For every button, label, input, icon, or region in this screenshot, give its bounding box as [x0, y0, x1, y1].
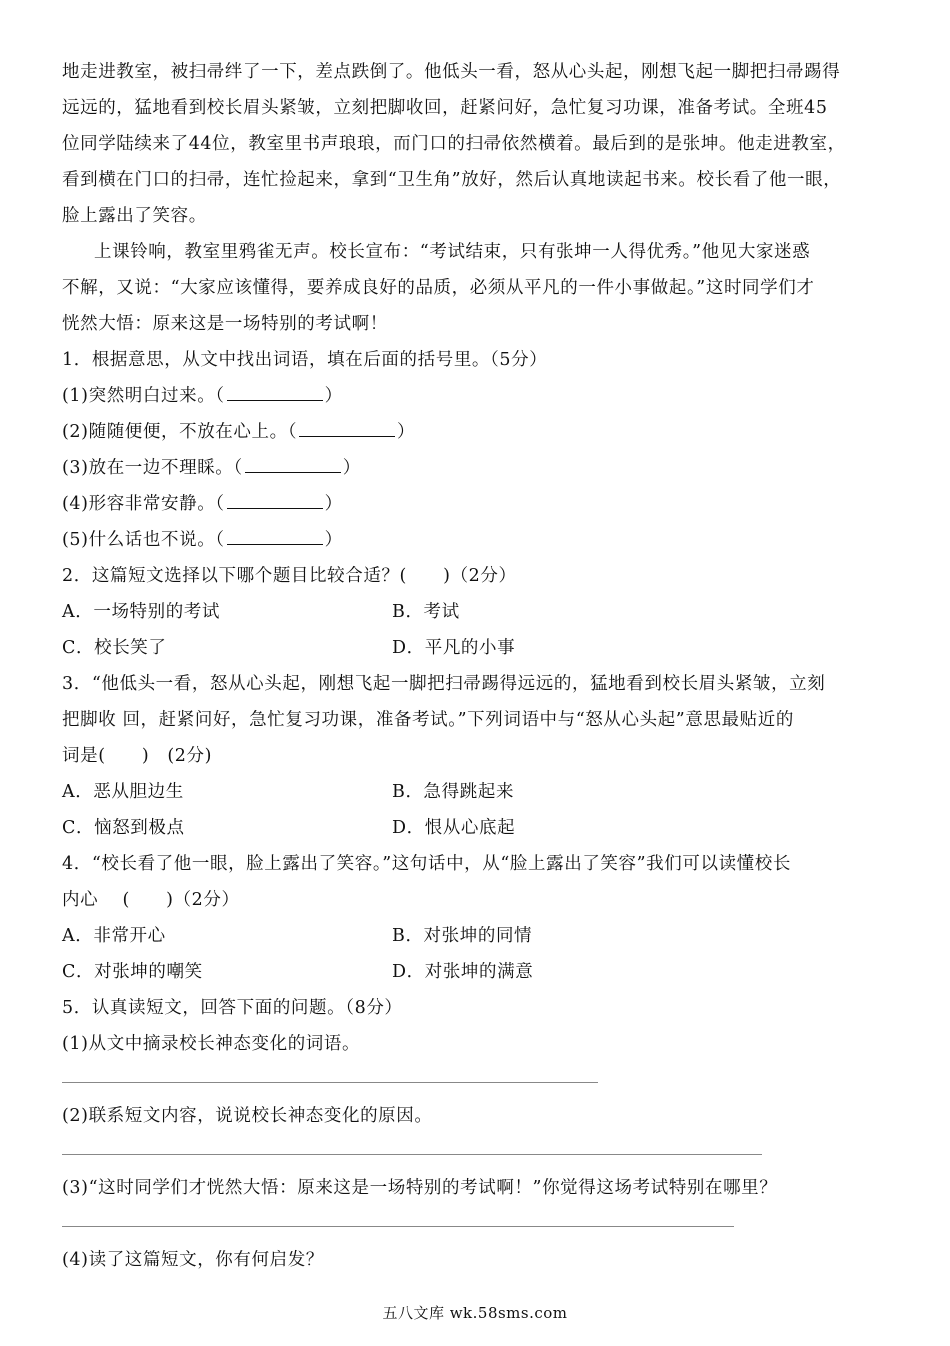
sub-question: (4)读了这篇短文，你有何启发？ [62, 1250, 324, 1270]
option-b[interactable]: B．考试 [392, 602, 460, 622]
fill-item-close: ） [324, 530, 343, 550]
fill-item-text: (3)放在一边不理睬。（ [62, 458, 243, 478]
passage-line: 位同学陆续来了44位，教室里书声琅琅，而门口的扫帚依然横着。最后到的是张坤。他走进教室， [62, 134, 846, 154]
options-row [62, 594, 898, 630]
passage-line: 不解，又说：“大家应该懂得，要养成良好的品质，必须从平凡的一件小事做起。”这时同学们才 [62, 278, 815, 298]
fill-item-text: (1)突然明白过来。（ [62, 386, 225, 406]
answer-blank[interactable] [245, 454, 341, 473]
option-a[interactable]: A．一场特别的考试 [62, 602, 221, 622]
fill-item-close: ） [342, 458, 361, 478]
option-a[interactable]: A．恶从胆边生 [62, 782, 184, 802]
fill-item [62, 450, 898, 486]
option-d[interactable]: D．对张坤的满意 [392, 962, 534, 982]
options-row [62, 630, 898, 666]
passage-line: 看到横在门口的扫帚，连忙捡起来，拿到“卫生角”放好，然后认真地读起书来。校长看了他一眼， [62, 170, 842, 190]
sub-question: (2)联系短文内容，说说校长神态变化的原因。 [62, 1106, 433, 1126]
fill-item-close: ） [397, 422, 416, 442]
question-1 [62, 342, 898, 558]
sub-question: (3)“这时同学们才恍然大悟：原来这是一场特别的考试啊！”你觉得这场考试特别在哪里？ [62, 1178, 778, 1198]
fill-item [62, 414, 898, 450]
question-title: 5．认真读短文，回答下面的问题。（8分） [62, 998, 403, 1018]
option-b[interactable]: B．对张坤的同情 [392, 926, 533, 946]
fill-item [62, 486, 898, 522]
answer-line[interactable] [62, 1226, 734, 1227]
passage-line: 上课铃响，教室里鸦雀无声。校长宣布：“考试结束，只有张坤一人得优秀。”他见大家迷惑 [94, 242, 811, 262]
answer-blank[interactable] [227, 382, 323, 401]
answer-line[interactable] [62, 1082, 598, 1083]
sub-question: (1)从文中摘录校长神态变化的词语。 [62, 1034, 361, 1054]
question-text-line: 把脚收 回，赶紧问好，急忙复习功课，准备考试。”下列词语中与“怒从心头起”意思最贴近的 [62, 710, 794, 730]
question-5 [62, 990, 898, 1278]
fill-item-text: (5)什么话也不说。（ [62, 530, 225, 550]
options-row [62, 810, 898, 846]
fill-item-close: ） [324, 386, 343, 406]
fill-item-text: (2)随随便便，不放在心上。（ [62, 422, 298, 442]
question-3 [62, 666, 898, 846]
options-row [62, 954, 898, 990]
options-row [62, 774, 898, 810]
passage [62, 54, 898, 342]
question-text-line: 词是( ) (2分) [62, 746, 213, 766]
option-d[interactable]: D．恨从心底起 [392, 818, 516, 838]
passage-line: 恍然大悟：原来这是一场特别的考试啊！ [62, 314, 388, 334]
question-text-line: 4．“校长看了他一眼，脸上露出了笑容。”这句话中，从“脸上露出了笑容”我们可以读懂校长 [62, 854, 791, 874]
fill-item-text: (4)形容非常安静。（ [62, 494, 225, 514]
answer-blank[interactable] [299, 418, 395, 437]
option-d[interactable]: D．平凡的小事 [392, 638, 516, 658]
answer-blank[interactable] [227, 490, 323, 509]
question-title: 2．这篇短文选择以下哪个题目比较合适？( )（2分） [62, 566, 517, 586]
passage-line: 地走进教室，被扫帚绊了一下，差点跌倒了。他低头一看，怒从心头起，刚想飞起一脚把扫帚踢得 [62, 62, 841, 82]
option-a[interactable]: A．非常开心 [62, 926, 166, 946]
question-4 [62, 846, 898, 990]
options-row [62, 918, 898, 954]
question-title: 1．根据意思，从文中找出词语，填在后面的括号里。（5分） [62, 350, 548, 370]
answer-blank[interactable] [227, 526, 323, 545]
answer-line[interactable] [62, 1154, 762, 1155]
fill-item [62, 522, 898, 558]
question-text-line: 3．“他低头一看，怒从心头起，刚想飞起一脚把扫帚踢得远远的，猛地看到校长眉头紧皱，立刻 [62, 674, 826, 694]
option-c[interactable]: C．校长笑了 [62, 638, 167, 658]
footer-watermark: 五八文库 wk.58sms.com [382, 1304, 568, 1322]
worksheet-page [62, 54, 898, 1278]
fill-item-close: ） [324, 494, 343, 514]
passage-line: 远远的，猛地看到校长眉头紧皱，立刻把脚收回，赶紧问好，急忙复习功课，准备考试。全班45 [62, 98, 828, 118]
option-c[interactable]: C．对张坤的嘲笑 [62, 962, 203, 982]
question-text-line: 内心 ( )（2分） [62, 890, 240, 910]
option-b[interactable]: B．急得跳起来 [392, 782, 515, 802]
passage-line: 脸上露出了笑容。 [62, 206, 207, 226]
fill-item [62, 378, 898, 414]
option-c[interactable]: C．恼怒到极点 [62, 818, 185, 838]
question-2 [62, 558, 898, 666]
